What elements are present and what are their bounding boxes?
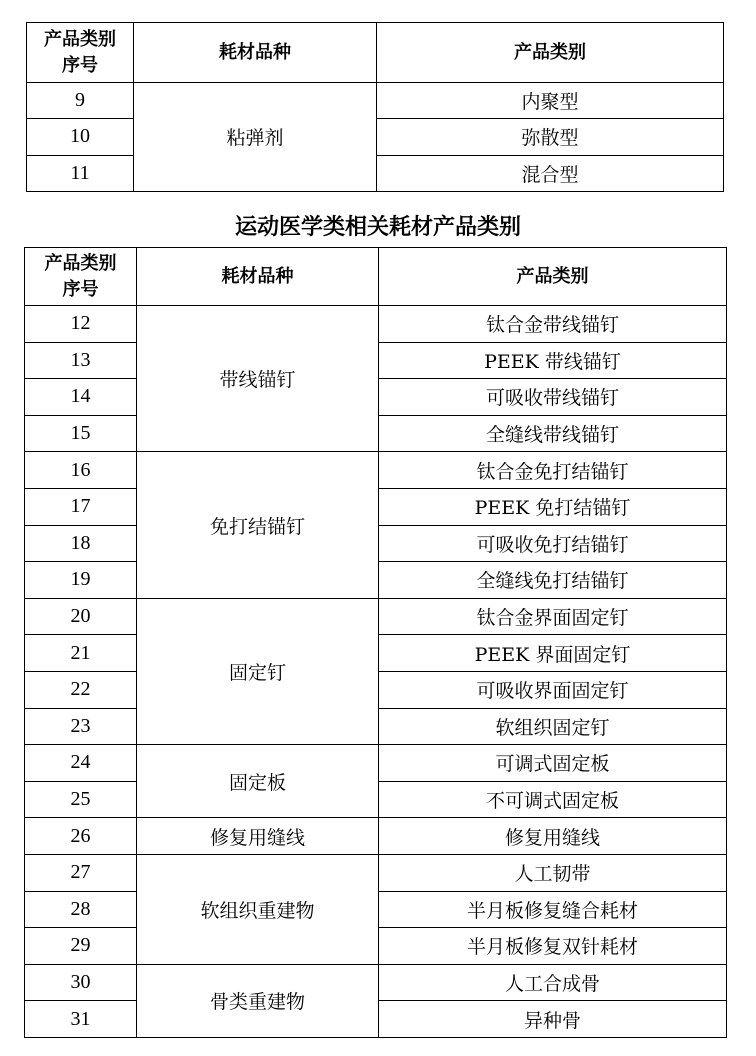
material-cell: 修复用缝线 — [137, 818, 379, 855]
seq-cell: 30 — [25, 964, 137, 1001]
category-cell: 不可调式固定板 — [379, 781, 727, 818]
header-seq-line1: 产品类别 — [44, 28, 116, 50]
header-category: 产品类别 — [379, 248, 727, 306]
seq-cell: 14 — [25, 379, 137, 416]
category-cell: 钛合金免打结锚钉 — [379, 452, 727, 489]
seq-cell: 29 — [25, 928, 137, 965]
seq-cell: 11 — [27, 155, 134, 191]
material-cell: 粘弹剂 — [134, 83, 377, 192]
seq-cell: 12 — [25, 306, 137, 343]
material-cell: 固定板 — [137, 745, 379, 818]
sports-medicine-category-table — [24, 247, 727, 1038]
category-cell: 可调式固定板 — [379, 745, 727, 782]
seq-cell: 10 — [27, 119, 134, 155]
category-cell: 人工韧带 — [379, 854, 727, 891]
category-cell: 弥散型 — [377, 119, 724, 155]
section-title: 运动医学类相关耗材产品类别 — [234, 215, 521, 240]
category-cell: 人工合成骨 — [379, 964, 727, 1001]
material-cell: 带线锚钉 — [137, 306, 379, 452]
seq-cell: 23 — [25, 708, 137, 745]
category-cell: 可吸收免打结锚钉 — [379, 525, 727, 562]
category-cell: PEEK 界面固定钉 — [379, 635, 727, 672]
table-body — [27, 23, 724, 192]
table-header-row — [27, 23, 724, 83]
category-cell: 半月板修复缝合耗材 — [379, 891, 727, 928]
category-cell: 异种骨 — [379, 1001, 727, 1038]
header-seq-line1: 产品类别 — [44, 252, 117, 274]
seq-cell: 9 — [27, 83, 134, 119]
table-row — [25, 306, 727, 343]
seq-cell: 27 — [25, 854, 137, 891]
seq-cell: 13 — [25, 342, 137, 379]
header-seq-line2: 序号 — [62, 278, 99, 300]
table-row — [25, 598, 727, 635]
header-seq — [27, 23, 134, 83]
adhesive-category-table — [26, 22, 724, 192]
category-cell: 修复用缝线 — [379, 818, 727, 855]
category-cell: 全缝线带线锚钉 — [379, 415, 727, 452]
seq-cell: 19 — [25, 562, 137, 599]
table-row — [25, 452, 727, 489]
seq-cell: 15 — [25, 415, 137, 452]
seq-cell: 24 — [25, 745, 137, 782]
seq-cell: 20 — [25, 598, 137, 635]
category-cell: 混合型 — [377, 155, 724, 191]
category-cell: 软组织固定钉 — [379, 708, 727, 745]
material-cell: 固定钉 — [137, 598, 379, 744]
seq-cell: 28 — [25, 891, 137, 928]
category-cell: 半月板修复双针耗材 — [379, 928, 727, 965]
table-row — [25, 854, 727, 891]
material-cell: 软组织重建物 — [137, 854, 379, 964]
seq-cell: 21 — [25, 635, 137, 672]
category-cell: 内聚型 — [377, 83, 724, 119]
seq-cell: 17 — [25, 488, 137, 525]
table-row — [25, 745, 727, 782]
seq-cell: 16 — [25, 452, 137, 489]
table-row — [25, 818, 727, 855]
material-cell: 骨类重建物 — [137, 964, 379, 1037]
header-material: 耗材品种 — [137, 248, 379, 306]
table-body — [25, 248, 727, 1038]
seq-cell: 26 — [25, 818, 137, 855]
seq-cell: 22 — [25, 671, 137, 708]
category-cell: 钛合金界面固定钉 — [379, 598, 727, 635]
seq-cell: 31 — [25, 1001, 137, 1038]
seq-cell: 18 — [25, 525, 137, 562]
seq-cell: 25 — [25, 781, 137, 818]
category-cell: PEEK 免打结锚钉 — [379, 488, 727, 525]
category-cell: 可吸收界面固定钉 — [379, 671, 727, 708]
table-header-row — [25, 248, 727, 306]
category-cell: 钛合金带线锚钉 — [379, 306, 727, 343]
header-seq-line2: 序号 — [62, 54, 98, 76]
table-row — [25, 964, 727, 1001]
header-material: 耗材品种 — [134, 23, 377, 83]
category-cell: 可吸收带线锚钉 — [379, 379, 727, 416]
material-cell: 免打结锚钉 — [137, 452, 379, 598]
category-cell: PEEK 带线锚钉 — [379, 342, 727, 379]
table-row — [27, 83, 724, 119]
header-category: 产品类别 — [377, 23, 724, 83]
category-cell: 全缝线免打结锚钉 — [379, 562, 727, 599]
header-seq — [25, 248, 137, 306]
